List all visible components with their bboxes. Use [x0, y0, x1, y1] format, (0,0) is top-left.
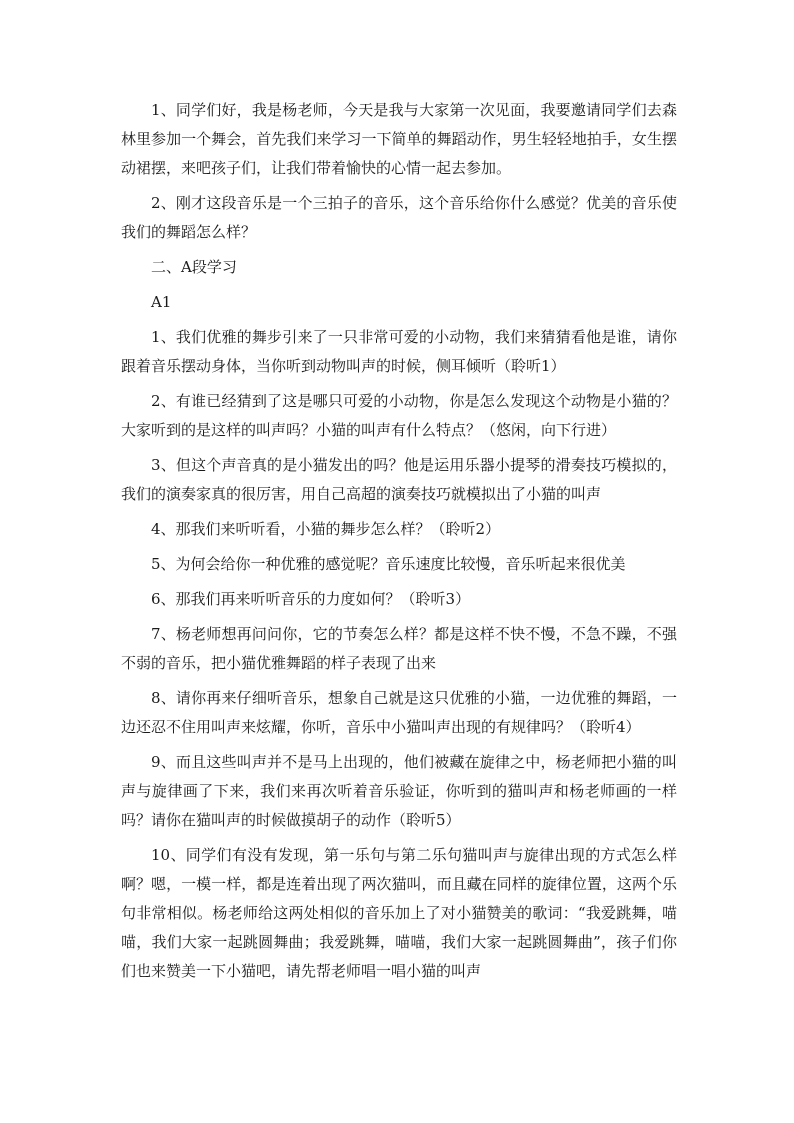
paragraph-question-music: 2、刚才这段音乐是一个三拍子的音乐，这个音乐给你什么感觉？优美的音乐使我们的舞蹈怎么样？	[121, 194, 677, 241]
paragraph-step-4: 4、那我们来听听看，小猫的舞步怎么样？（聆听2）	[151, 520, 501, 538]
section-heading-a: 二、A段学习	[151, 258, 237, 276]
paragraph-step-6: 6、那我们再来听听音乐的力度如何？（聆听3）	[151, 590, 471, 608]
paragraph-step-3: 3、但这个声音真的是小猫发出的吗？他是运用乐器小提琴的滑奏技巧模拟的，我们的演奏家真的很厉害，用自己高超的演奏技巧就模拟出了小猫的叫声	[121, 456, 677, 503]
paragraph-step-9: 9、而且这些叫声并不是马上出现的，他们被藏在旋律之中，杨老师把小猫的叫声与旋律画了下来，我们来再次听着音乐验证，你听到的猫叫声和杨老师画的一样吗？请你在猫叫声的时候做摸胡子的动作（聆听5）	[121, 753, 677, 829]
subsection-heading-a1: A1	[151, 293, 172, 311]
paragraph-step-7: 7、杨老师想再问问你，它的节奏怎么样？都是这样不快不慢，不急不躁，不强不弱的音乐，把小猫优雅舞蹈的样子表现了出来	[121, 625, 677, 672]
paragraph-step-5: 5、为何会给你一种优雅的感觉呢？音乐速度比较慢，音乐听起来很优美	[151, 555, 626, 573]
paragraph-step-8: 8、请你再来仔细听音乐，想象自己就是这只优雅的小猫，一边优雅的舞蹈，一边还忍不住用叫声来炫耀，你听，音乐中小猫叫声出现的有规律吗？（聆听4）	[121, 689, 677, 736]
paragraph-greeting: 1、同学们好，我是杨老师，今天是我与大家第一次见面，我要邀请同学们去森林里参加一个舞会，首先我们来学习一下简单的舞蹈动作，男生轻轻地拍手，女生摆动裙摆，来吧孩子们，让我们带着愉快的心情一起去参加。	[121, 101, 677, 177]
paragraph-step-1: 1、我们优雅的舞步引来了一只非常可爱的小动物，我们来猜猜看他是谁，请你跟着音乐摆动身体，当你听到动物叫声的时候，侧耳倾听（聆听1）	[121, 328, 677, 375]
document-body	[121, 96, 677, 992]
paragraph-step-2: 2、有谁已经猜到了这是哪只可爱的小动物，你是怎么发现这个动物是小猫的？大家听到的是这样的叫声吗？小猫的叫声有什么特点？（悠闲，向下行进）	[121, 392, 677, 439]
paragraph-step-10: 10、同学们有没有发现，第一乐句与第二乐句猫叫声与旋律出现的方式怎么样啊？嗯，一模一样，都是连着出现了两次猫叫，而且藏在同样的旋律位置，这两个乐句非常相似。杨老师给这两处相似的音乐加上了对小猫赞美的歌词：“我爱跳舞，喵喵，我们大家一起跳圆舞曲；我爱跳舞，喵喵，我们大家一起跳圆舞曲”，孩子们你们也来赞美一下小猫吧，请先帮老师唱一唱小猫的叫声	[121, 846, 677, 980]
